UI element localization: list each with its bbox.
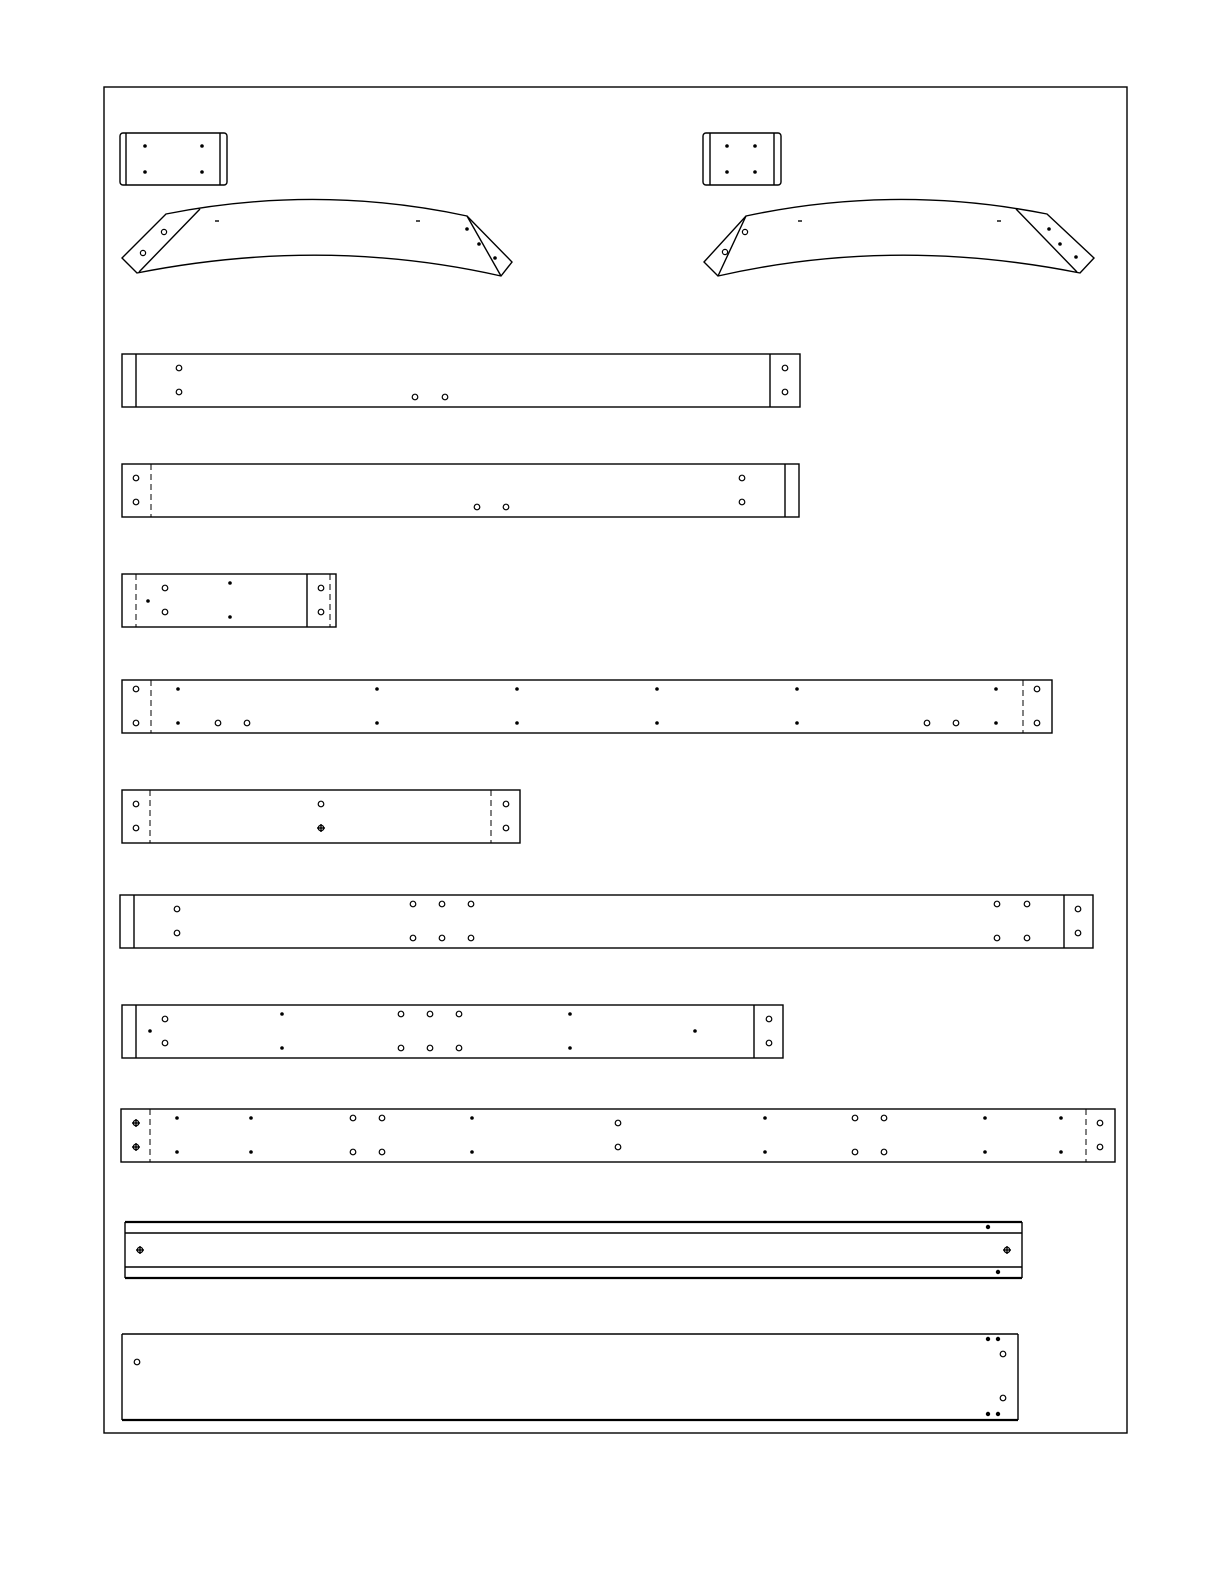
drawing-border <box>104 87 1127 1433</box>
rail-9 <box>125 1222 1022 1278</box>
top-bracket-left <box>120 133 227 185</box>
rail-1 <box>122 354 800 407</box>
rail-5 <box>122 790 520 843</box>
rail-10 <box>122 1334 1018 1420</box>
rail-6 <box>120 895 1093 948</box>
rail-3 <box>122 574 336 627</box>
rail-7 <box>122 1005 783 1058</box>
arch-right <box>704 199 1094 276</box>
rail-8 <box>121 1109 1115 1162</box>
arch-left <box>122 199 512 276</box>
top-bracket-right <box>703 133 781 185</box>
rail-2 <box>122 464 799 517</box>
rail-4 <box>122 680 1052 733</box>
